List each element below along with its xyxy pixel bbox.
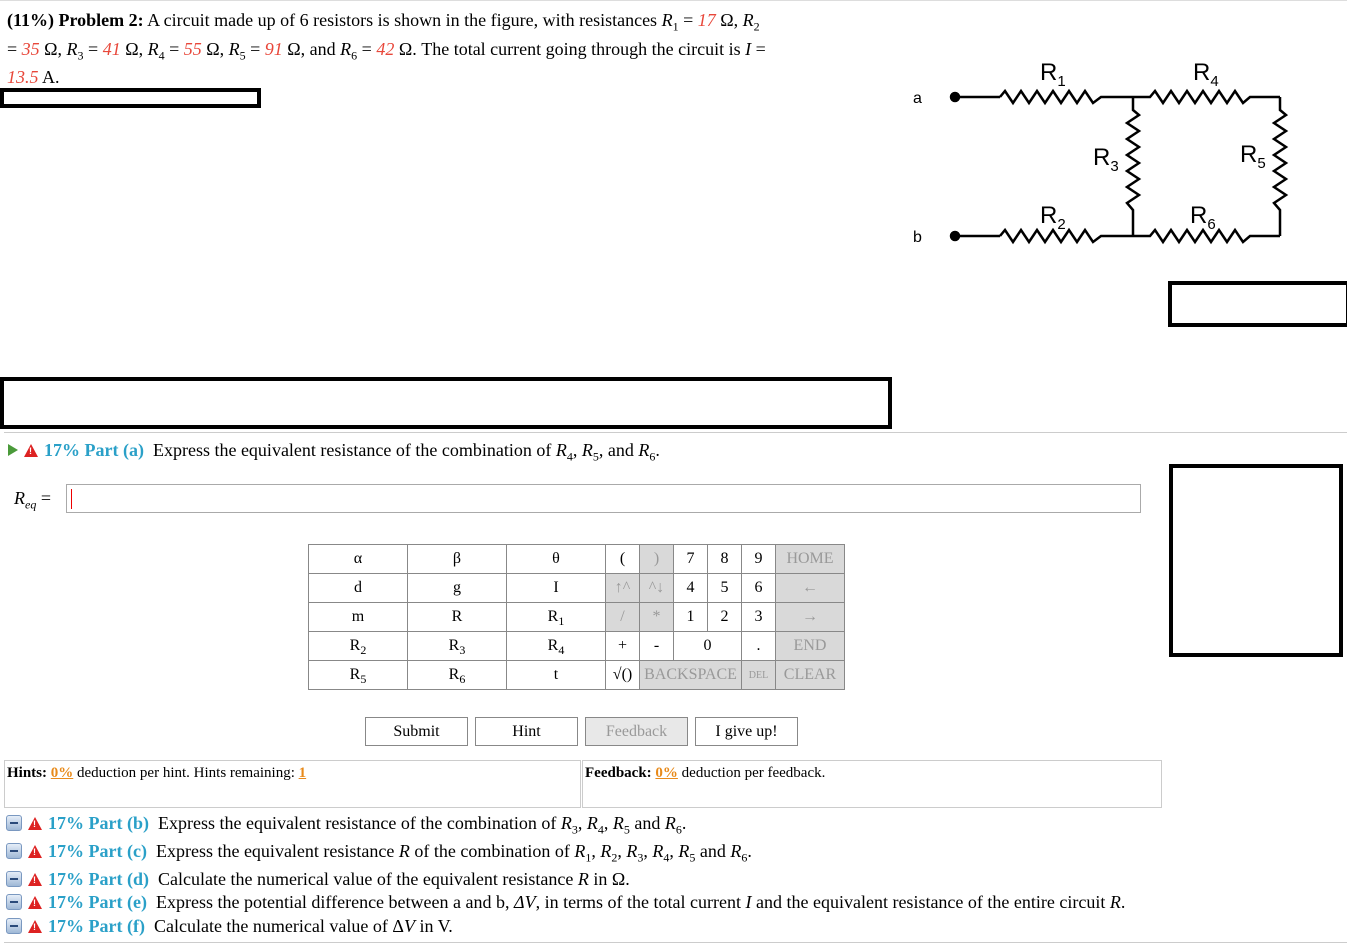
key-up[interactable]: ↑^ bbox=[606, 574, 640, 603]
key-backspace[interactable]: BACKSPACE bbox=[640, 661, 742, 690]
hints-panel: Hints: 0% deduction per hint. Hints remaining: 1 bbox=[4, 760, 581, 808]
give-up-button[interactable]: I give up! bbox=[695, 717, 798, 746]
collapse-icon[interactable] bbox=[6, 894, 22, 910]
key-r2[interactable]: $R_2$ bbox=[309, 632, 408, 661]
top-divider bbox=[0, 0, 1347, 1]
key-right-arrow[interactable]: → bbox=[776, 603, 845, 632]
key-r1[interactable]: $R_1$ bbox=[507, 603, 606, 632]
part-f-row[interactable]: !17% Part (f) Calculate the numerical value of ΔV in V. bbox=[6, 916, 453, 937]
key-0[interactable]: 0 bbox=[674, 632, 742, 661]
collapse-icon[interactable] bbox=[6, 815, 22, 831]
play-icon bbox=[8, 444, 18, 456]
key-slash[interactable]: / bbox=[606, 603, 640, 632]
redacted-box bbox=[1169, 464, 1343, 657]
key-6[interactable]: 6 bbox=[742, 574, 776, 603]
key-alpha[interactable]: α bbox=[309, 545, 408, 574]
key-del[interactable]: DEL bbox=[742, 661, 776, 690]
key-8[interactable]: 8 bbox=[708, 545, 742, 574]
warning-icon bbox=[28, 873, 42, 886]
key-left-arrow[interactable]: ← bbox=[776, 574, 845, 603]
submit-button[interactable]: Submit bbox=[365, 717, 468, 746]
key-2[interactable]: 2 bbox=[708, 603, 742, 632]
part-d-row[interactable]: !17% Part (d) Calculate the numerical value of the equivalent resistance R in Ω. bbox=[6, 869, 630, 890]
key-plus[interactable]: + bbox=[606, 632, 640, 661]
part-e-row[interactable]: !17% Part (e) Express the potential difference between a and b, ΔV, in terms of the total current I and the equivalent resistance of the entire circuit R. bbox=[6, 892, 1125, 913]
key-7[interactable]: 7 bbox=[674, 545, 708, 574]
node-a-label: a bbox=[913, 90, 922, 107]
keypad bbox=[308, 544, 845, 690]
key-r6[interactable]: $R_6$ bbox=[408, 661, 507, 690]
key-i[interactable]: I bbox=[507, 574, 606, 603]
answer-input[interactable] bbox=[66, 484, 1141, 513]
key-m[interactable]: m bbox=[309, 603, 408, 632]
key-end[interactable]: END bbox=[776, 632, 845, 661]
key-r5[interactable]: $R_5$ bbox=[309, 661, 408, 690]
collapse-icon[interactable] bbox=[6, 918, 22, 934]
r4-label: $R_4$ bbox=[1193, 59, 1219, 90]
key-beta[interactable]: β bbox=[408, 545, 507, 574]
key-r[interactable]: R bbox=[408, 603, 507, 632]
r6-label: $R_6$ bbox=[1190, 202, 1216, 233]
collapse-icon[interactable] bbox=[6, 843, 22, 859]
key-open-paren[interactable]: ( bbox=[606, 545, 640, 574]
warning-icon bbox=[28, 845, 42, 858]
divider bbox=[4, 942, 1347, 943]
feedback-button[interactable]: Feedback bbox=[585, 717, 688, 746]
key-d[interactable]: d bbox=[309, 574, 408, 603]
key-star[interactable]: * bbox=[640, 603, 674, 632]
part-a-header[interactable]: !17% Part (a) Express the equivalent resistance of the combination of $R_4$, $R_5$, and $R_6$. bbox=[8, 440, 660, 461]
circuit-diagram bbox=[905, 55, 1305, 255]
part-c-row[interactable]: !17% Part (c) Express the equivalent resistance R of the combination of $R_1$, $R_2$, $R_3$, $R_4$, $R_5$ and $R_6$. bbox=[6, 841, 752, 862]
key-close-paren[interactable]: ) bbox=[640, 545, 674, 574]
key-clear[interactable]: CLEAR bbox=[776, 661, 845, 690]
warning-icon bbox=[24, 444, 38, 457]
key-dot[interactable]: . bbox=[742, 632, 776, 661]
key-sqrt[interactable]: √() bbox=[606, 661, 640, 690]
key-3[interactable]: 3 bbox=[742, 603, 776, 632]
key-9[interactable]: 9 bbox=[742, 545, 776, 574]
warning-icon bbox=[28, 896, 42, 909]
key-5[interactable]: 5 bbox=[708, 574, 742, 603]
redacted-box bbox=[0, 377, 892, 429]
redacted-box bbox=[1168, 281, 1347, 327]
key-theta[interactable]: θ bbox=[507, 545, 606, 574]
req-label: $R_{eq}$ = bbox=[14, 488, 51, 512]
key-r3[interactable]: $R_3$ bbox=[408, 632, 507, 661]
hint-button[interactable]: Hint bbox=[475, 717, 578, 746]
key-1[interactable]: 1 bbox=[674, 603, 708, 632]
r3-label: $R_3$ bbox=[1093, 144, 1119, 175]
problem-statement: (11%) Problem 2: A circuit made up of 6 resistors is shown in the figure, with resistances $R_1 = 17$ Ω, $R_2$ = 35 Ω, $R_3 = 41$ Ω, $R_4 = 55$ Ω, $R_5 = 91$ Ω, and $R_6 = 42$ Ω. The total current going through the circuit is I = 13.5 A. bbox=[7, 10, 766, 87]
r2-label: $R_2$ bbox=[1040, 202, 1066, 233]
divider bbox=[4, 432, 1347, 433]
key-minus[interactable]: - bbox=[640, 632, 674, 661]
part-b-row[interactable]: !17% Part (b) Express the equivalent resistance of the combination of $R_3$, $R_4$, $R_5$ and $R_6$. bbox=[6, 813, 686, 834]
node-b-label: b bbox=[913, 229, 922, 246]
warning-icon bbox=[28, 920, 42, 933]
key-4[interactable]: 4 bbox=[674, 574, 708, 603]
key-r4[interactable]: $R_4$ bbox=[507, 632, 606, 661]
key-g[interactable]: g bbox=[408, 574, 507, 603]
collapse-icon[interactable] bbox=[6, 871, 22, 887]
key-home[interactable]: HOME bbox=[776, 545, 845, 574]
key-updown[interactable]: ^↓ bbox=[640, 574, 674, 603]
key-t[interactable]: t bbox=[507, 661, 606, 690]
r1-label: $R_1$ bbox=[1040, 59, 1066, 90]
r5-label: $R_5$ bbox=[1240, 141, 1266, 172]
redacted-box bbox=[0, 88, 261, 108]
feedback-panel: Feedback: 0% deduction per feedback. bbox=[582, 760, 1162, 808]
warning-icon bbox=[28, 817, 42, 830]
